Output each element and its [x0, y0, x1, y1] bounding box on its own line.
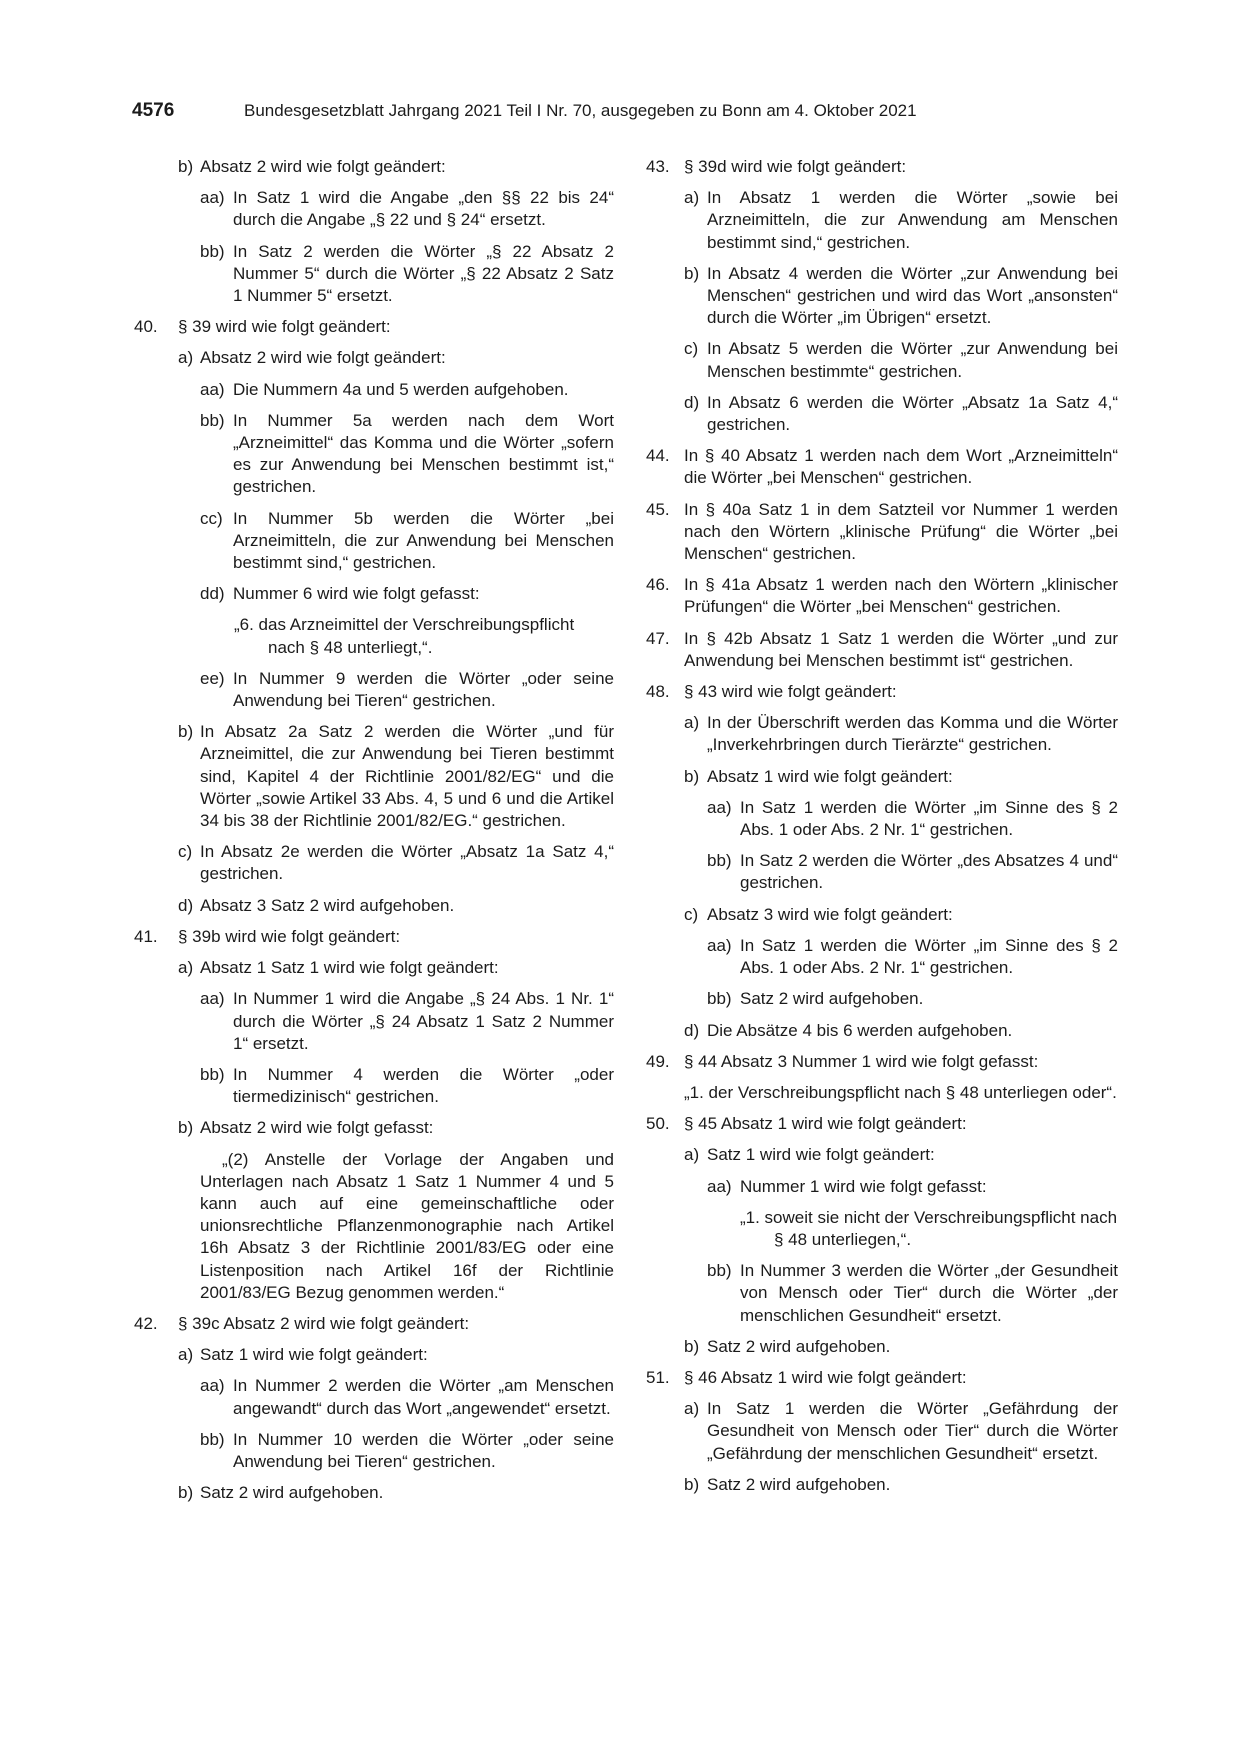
item-label: bb) — [200, 241, 225, 261]
list-item — [684, 1398, 1118, 1465]
running-title: Bundesgesetzblatt Jahrgang 2021 Teil I Nr. 70, ausgegeben zu Bonn am 4. Oktober 2021 — [244, 101, 917, 120]
item-label: bb) — [707, 851, 732, 871]
quoted-text: „1. soweit sie nicht der Verschreibungspflicht nach § 48 unterliegen,“. — [740, 1207, 1118, 1249]
item-text: In Nummer 10 werden die Wörter „oder seine Anwendung bei Tieren“ gestrichen. — [233, 1429, 614, 1471]
item-label: bb) — [707, 989, 732, 1009]
item-label: aa) — [707, 1176, 732, 1196]
list-item — [707, 850, 1118, 894]
item-text: In Satz 1 werden die Wörter „im Sinne des § 2 Abs. 1 oder Abs. 2 Nr. 1“ gestrichen. — [740, 797, 1118, 840]
item-label: b) — [178, 722, 194, 742]
item-text: Satz 1 wird wie folgt geändert: — [707, 1145, 935, 1165]
item-text: § 39d wird wie folgt geändert: — [684, 157, 907, 176]
item-label: c) — [684, 339, 699, 359]
list-item — [134, 1313, 614, 1335]
item-text: Absatz 1 wird wie folgt geändert: — [707, 766, 953, 786]
list-item — [684, 1336, 1118, 1358]
item-text: In § 42b Absatz 1 Satz 1 werden die Wörter „und zur Anwendung bei Menschen bestimmt ist“ gestrichen. — [684, 628, 1118, 670]
item-label: b) — [178, 1118, 194, 1138]
list-item — [684, 392, 1118, 436]
item-label: d) — [178, 895, 194, 915]
item-label: d) — [684, 1020, 700, 1040]
list-item — [684, 263, 1118, 330]
item-label: a) — [178, 958, 194, 978]
list-item — [684, 712, 1118, 756]
list-item — [646, 1051, 1118, 1073]
item-label: d) — [684, 392, 700, 412]
list-item — [200, 187, 614, 231]
item-text: In Absatz 5 werden die Wörter „zur Anwendung bei Menschen bestimmte“ gestrichen. — [707, 339, 1118, 381]
item-text: In Nummer 4 werden die Wörter „oder tiermedizinisch“ gestrichen. — [233, 1064, 614, 1107]
list-item — [684, 904, 1118, 926]
item-label: a) — [684, 713, 700, 733]
quoted-text: „6. das Arzneimittel der Verschreibungspflicht nach § 48 unterliegt,“. — [234, 615, 575, 657]
list-item — [178, 721, 614, 832]
item-text: Absatz 3 wird wie folgt geändert: — [707, 904, 953, 924]
item-label: bb) — [200, 1429, 225, 1449]
left-column — [134, 156, 614, 1504]
list-item — [178, 347, 614, 369]
item-label: dd) — [200, 584, 225, 604]
item-label: 48. — [646, 682, 670, 702]
item-label: aa) — [707, 797, 732, 817]
list-item — [707, 1260, 1118, 1327]
item-label: bb) — [200, 1064, 225, 1084]
list-item — [178, 1117, 614, 1139]
list-item — [200, 1375, 614, 1419]
item-label: 47. — [646, 628, 670, 648]
quoted-text: „1. der Verschreibungspflicht nach § 48 unterliegen oder“. — [684, 1082, 1117, 1102]
list-item — [646, 156, 1118, 178]
item-text: Satz 2 wird aufgehoben. — [200, 1483, 384, 1503]
list-item — [646, 681, 1118, 703]
item-label: b) — [684, 263, 700, 283]
item-text: Absatz 2 wird wie folgt geändert: — [200, 157, 446, 176]
item-text: Satz 2 wird aufgehoben. — [740, 989, 924, 1009]
item-label: 46. — [646, 575, 670, 595]
item-text: In Satz 1 wird die Angabe „den §§ 22 bis 24“ durch die Angabe „§ 22 und § 24“ ersetzt. — [233, 188, 614, 230]
list-item — [646, 574, 1118, 618]
list-item — [646, 1113, 1118, 1135]
item-text: Absatz 2 wird wie folgt gefasst: — [200, 1118, 434, 1138]
list-item — [178, 841, 614, 885]
item-text: In § 41a Absatz 1 werden nach den Wörtern „klinischer Prüfungen“ die Wörter „bei Menschen“ gestrichen. — [684, 575, 1118, 617]
item-label: bb) — [707, 1261, 732, 1281]
item-text: Die Nummern 4a und 5 werden aufgehoben. — [233, 379, 569, 399]
item-text: § 39b wird wie folgt geändert: — [178, 926, 401, 946]
list-item — [684, 1474, 1118, 1496]
item-text: In Nummer 3 werden die Wörter „der Gesundheit von Mensch oder Tier“ durch die Wörter „der menschlichen Gesundheit“ ersetzt. — [740, 1261, 1118, 1325]
item-text: In Absatz 2e werden die Wörter „Absatz 1a Satz 4,“ gestrichen. — [200, 842, 614, 884]
item-text: § 45 Absatz 1 wird wie folgt geändert: — [684, 1114, 967, 1134]
item-label: a) — [178, 1345, 194, 1365]
item-text: Absatz 1 Satz 1 wird wie folgt geändert: — [200, 958, 499, 978]
list-item — [200, 241, 614, 308]
item-text: In Absatz 2a Satz 2 werden die Wörter „und für Arzneimittel, die zur Anwendung bei Tieren bestimmt sind, Kapitel 4 der Richtlinie 2001/82/EG“ und die Wörter „sowie Artikel 33 Abs. 4, 5 und 6 und die Artikel 34 bis 38 der Richtlinie 2001/82/EG.“ gestrichen. — [200, 722, 614, 831]
list-item — [134, 316, 614, 338]
list-item — [200, 988, 614, 1055]
list-item — [178, 957, 614, 979]
item-label: aa) — [200, 379, 225, 399]
item-text: Satz 2 wird aufgehoben. — [707, 1336, 891, 1356]
item-text: Absatz 2 wird wie folgt geändert: — [200, 348, 446, 368]
item-text: In Nummer 9 werden die Wörter „oder seine Anwendung bei Tieren“ gestrichen. — [233, 668, 614, 711]
list-item — [200, 1429, 614, 1473]
item-label: aa) — [200, 989, 225, 1009]
item-text: In Absatz 1 werden die Wörter „sowie bei Arzneimitteln, die zur Anwendung am Menschen bestimmt sind,“ gestrichen. — [707, 188, 1118, 252]
list-item — [178, 1482, 614, 1504]
item-text: § 44 Absatz 3 Nummer 1 wird wie folgt gefasst: — [684, 1051, 1039, 1071]
item-label: a) — [178, 348, 194, 368]
list-item — [707, 988, 1118, 1010]
item-text: In Satz 2 werden die Wörter „§ 22 Absatz 2 Nummer 5“ durch die Wörter „§ 22 Absatz 2 Satz 1 Nummer 5“ ersetzt. — [233, 241, 614, 306]
quoted-paragraph: „(2) Anstelle der Vorlage der Angaben und Unterlagen nach Absatz 1 Satz 1 Nummer 4 und 5 kann auch auf eine gemeinschaftliche oder unionsrechtliche Pflanzenmonographie nach Artikel 16h Absatz 3 der Richtlinie 2001/83/EG oder eine Listenposition nach Artikel 16f der Richtlinie 2001/83/EG Bezug genommen werden.“ — [200, 1149, 614, 1302]
list-item — [646, 1367, 1118, 1389]
list-item — [684, 1020, 1118, 1042]
item-label: cc) — [200, 508, 223, 528]
item-label: 45. — [646, 499, 670, 519]
list-item — [684, 1144, 1118, 1166]
item-text: In der Überschrift werden das Komma und die Wörter „Inverkehrbringen durch Tierärzte“ gestrichen. — [707, 713, 1118, 755]
item-label: c) — [178, 842, 193, 862]
item-text: In Satz 1 werden die Wörter „im Sinne des § 2 Abs. 1 oder Abs. 2 Nr. 1“ gestrichen. — [740, 935, 1118, 978]
item-text: In § 40a Satz 1 in dem Satzteil vor Nummer 1 werden nach den Wörtern „klinische Prüfung“ die Wörter „bei Menschen“ gestrichen. — [684, 499, 1118, 564]
item-label: 41. — [134, 926, 158, 946]
item-label: c) — [684, 904, 699, 924]
list-item — [684, 187, 1118, 254]
item-text: § 46 Absatz 1 wird wie folgt geändert: — [684, 1367, 967, 1387]
item-text: In Satz 2 werden die Wörter „des Absatzes 4 und“ gestrichen. — [740, 851, 1118, 893]
list-item — [707, 797, 1118, 841]
item-label: b) — [684, 1336, 700, 1356]
item-label: b) — [178, 157, 194, 176]
list-item — [646, 628, 1118, 672]
item-text: § 39 wird wie folgt geändert: — [178, 317, 391, 337]
item-text: In Nummer 2 werden die Wörter „am Menschen angewandt“ durch das Wort „angewendet“ ersetzt. — [233, 1376, 614, 1418]
item-text: Die Absätze 4 bis 6 werden aufgehoben. — [707, 1020, 1013, 1040]
item-text: In Satz 1 werden die Wörter „Gefährdung der Gesundheit von Mensch oder Tier“ durch die Wörter „Gefährdung der menschlichen Gesundheit“ ersetzt. — [707, 1399, 1118, 1463]
right-column — [646, 156, 1118, 1496]
item-text: Satz 2 wird aufgehoben. — [707, 1474, 891, 1494]
page-number: 4576 — [132, 100, 175, 121]
item-text: In § 40 Absatz 1 werden nach dem Wort „Arzneimitteln“ die Wörter „bei Menschen“ gestrichen. — [684, 446, 1118, 488]
list-item — [684, 766, 1118, 788]
item-text: In Absatz 4 werden die Wörter „zur Anwendung bei Menschen“ gestrichen und wird das Wort „ansonsten“ durch die Wörter „im Übrigen“ ersetzt. — [707, 263, 1118, 328]
item-text: Nummer 1 wird wie folgt gefasst: — [740, 1176, 987, 1196]
item-label: b) — [178, 1483, 194, 1503]
list-item — [684, 338, 1118, 382]
list-item — [178, 1344, 614, 1366]
list-item — [200, 410, 614, 499]
list-item — [707, 935, 1118, 979]
list-item — [200, 508, 614, 575]
list-item — [134, 926, 614, 948]
item-label: ee) — [200, 668, 225, 688]
list-item — [200, 583, 614, 605]
item-label: 40. — [134, 317, 158, 337]
item-label: 44. — [646, 446, 670, 466]
item-label: 49. — [646, 1051, 670, 1071]
item-label: 50. — [646, 1114, 670, 1134]
item-label: 42. — [134, 1313, 158, 1333]
item-text: Absatz 3 Satz 2 wird aufgehoben. — [200, 895, 455, 915]
item-label: 51. — [646, 1367, 670, 1387]
item-label: aa) — [707, 935, 732, 955]
item-text: In Absatz 6 werden die Wörter „Absatz 1a Satz 4,“ gestrichen. — [707, 392, 1118, 435]
item-text: In Nummer 1 wird die Angabe „§ 24 Abs. 1 Nr. 1“ durch die Wörter „§ 24 Absatz 1 Satz 2 Nummer 1“ ersetzt. — [233, 989, 614, 1053]
list-item — [707, 1176, 1118, 1198]
item-label: b) — [684, 766, 700, 786]
item-label: b) — [684, 1474, 700, 1494]
list-item — [646, 499, 1118, 566]
item-label: aa) — [200, 188, 225, 208]
list-item — [200, 1064, 614, 1108]
item-label: aa) — [200, 1376, 225, 1396]
list-item — [200, 379, 614, 401]
item-text: § 39c Absatz 2 wird wie folgt geändert: — [178, 1313, 470, 1333]
item-label: 43. — [646, 157, 670, 176]
list-item — [200, 668, 614, 712]
item-label: a) — [684, 1145, 700, 1165]
list-item — [178, 895, 614, 917]
list-item — [178, 156, 614, 178]
page-header — [132, 100, 1112, 126]
item-text: § 43 wird wie folgt geändert: — [684, 682, 897, 702]
item-text: Satz 1 wird wie folgt geändert: — [200, 1345, 428, 1365]
item-text: In Nummer 5b werden die Wörter „bei Arzneimitteln, die zur Anwendung bei Menschen bestimmt sind,“ gestrichen. — [233, 508, 614, 573]
item-text: Nummer 6 wird wie folgt gefasst: — [233, 584, 480, 604]
item-label: bb) — [200, 410, 225, 430]
item-label: a) — [684, 1399, 700, 1419]
item-text: In Nummer 5a werden nach dem Wort „Arzneimittel“ das Komma und die Wörter „sofern es zur Anwendung bei Menschen bestimmt ist,“ gestrichen. — [233, 410, 614, 497]
item-label: a) — [684, 188, 700, 208]
list-item — [646, 445, 1118, 489]
